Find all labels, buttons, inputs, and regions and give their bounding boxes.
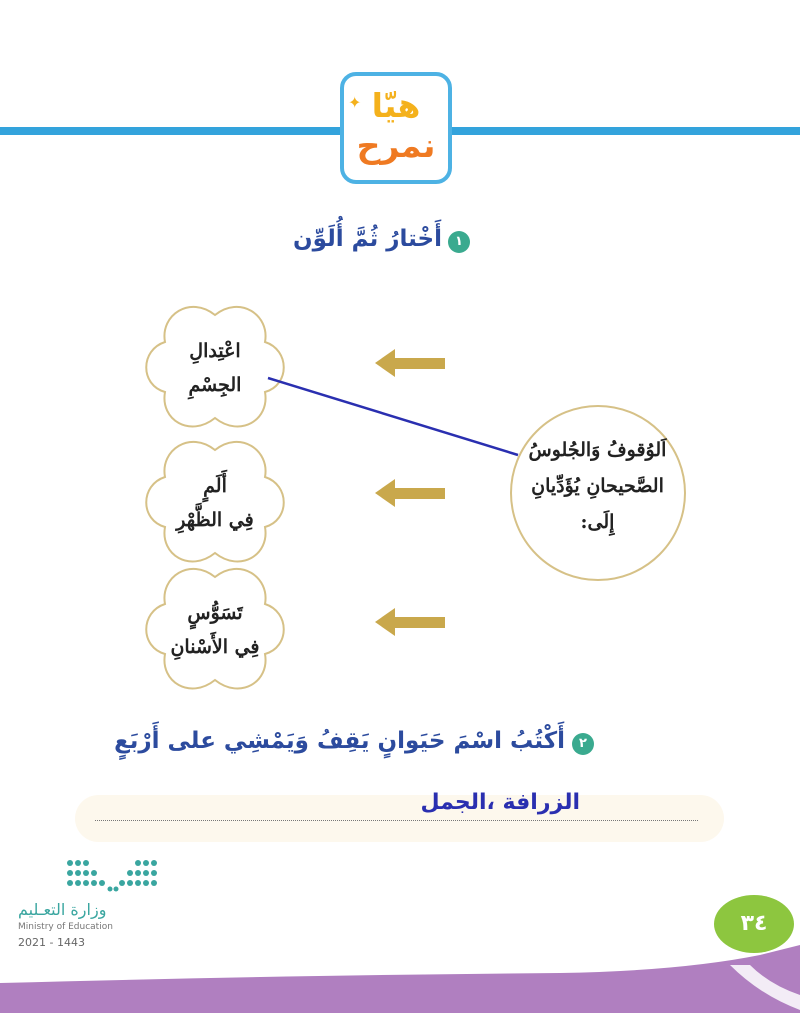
choice-1-line-2: الجِسْمِ <box>188 374 242 396</box>
choice-2-line-2: فِي الظَّهْرِ <box>176 509 254 531</box>
arrow-icon <box>375 479 445 507</box>
answer-text: الزرافة ،الجمل <box>420 790 580 815</box>
star-icon: ✦ <box>348 93 362 112</box>
ministry-name-english: Ministry of Education <box>18 922 113 932</box>
arrow-icon <box>375 608 445 636</box>
choice-3-text <box>155 596 275 664</box>
choice-3-line-2: فِي الأَسْنانِ <box>170 636 260 658</box>
exercise-2-number: ٢ <box>572 733 594 755</box>
exercise-1-number: ١ <box>448 231 470 253</box>
choice-1-text <box>160 334 270 402</box>
exercise-2-title: أَكْتُبُ اسْمَ حَيَوانٍ يَقِفُ وَيَمْشِي على أَرْبَعٍ <box>114 728 565 754</box>
answer-line <box>95 820 698 821</box>
exercise-1-title: أَخْتارُ ثُمَّ أُلَوِّن <box>293 226 442 252</box>
ministry-logo-icon <box>62 855 162 895</box>
footer-band <box>0 935 800 1013</box>
ministry-year: 2021 - 1443 <box>18 936 85 949</box>
choice-2-text <box>160 469 270 537</box>
match-line <box>268 378 518 455</box>
statement-text <box>500 432 695 540</box>
choice-1-line-1: اعْتِدالِ <box>189 340 241 362</box>
arrow-icon <box>375 349 445 377</box>
statement-line-2: الصَّحيحانِ يُؤَدِّيانِ <box>531 475 664 497</box>
logo-line-2: نمرح <box>356 126 436 165</box>
choice-3-line-1: تَسَوُّسٍ <box>187 602 243 624</box>
choice-2-line-1: أَلَمٍ <box>203 475 227 497</box>
page-number: ٣٤ <box>714 895 794 953</box>
statement-line-1: اَلوُقوفُ وَالجُلوسُ <box>528 439 667 461</box>
lets-play-logo <box>340 72 452 184</box>
logo-line-1: هيّا <box>371 86 421 125</box>
statement-line-3: إِلَى: <box>580 511 615 533</box>
ministry-name-arabic: وزارة التعـليم <box>18 900 107 919</box>
